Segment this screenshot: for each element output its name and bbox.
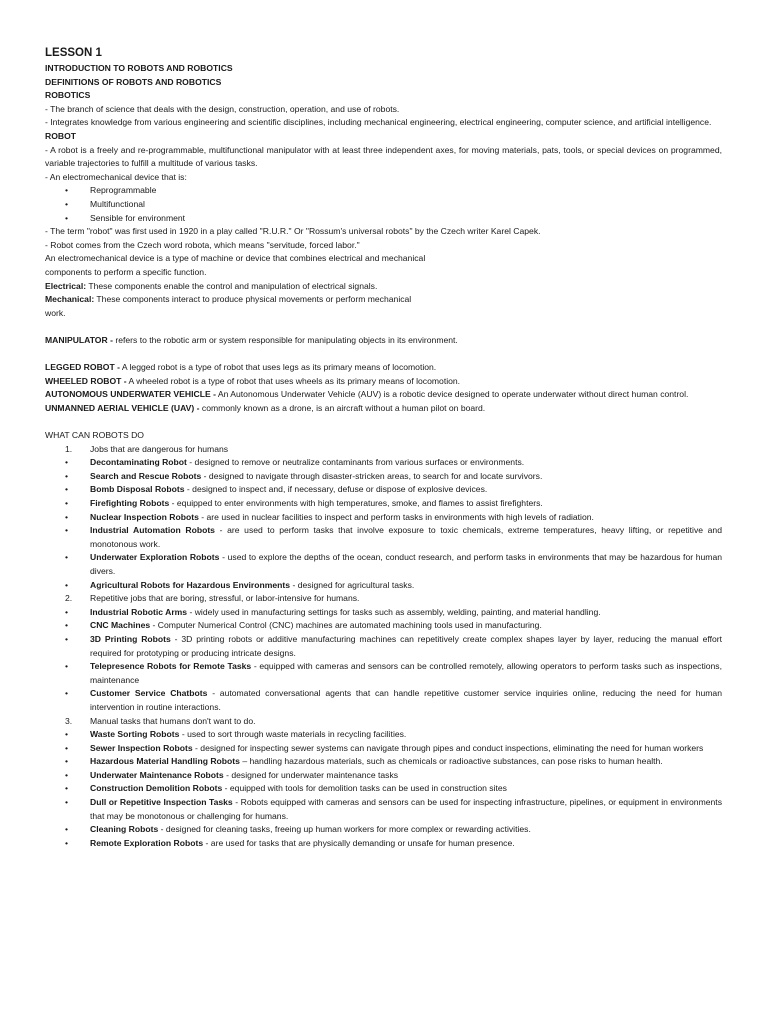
list-item: • Firefighting Robots - equipped to enter environments with high temperatures, smoke, and flames to assist firefighters. xyxy=(45,497,722,511)
mechanical-definition-cont: work. xyxy=(45,307,66,318)
robotics-line: - Integrates knowledge from various engineering and scientific disciplines, including mechanical engineering, electrical engineering, computer science, and artificial intelligence. xyxy=(45,117,712,128)
list-item: • Decontaminating Robot - designed to remove or neutralize contaminants from various surfaces or environments. xyxy=(45,456,722,470)
document-page xyxy=(45,46,722,850)
robot-types-list xyxy=(45,361,722,415)
robot-type-definition: WHEELED ROBOT - A wheeled robot is a type of robot that uses wheels as its primary means of locomotion. xyxy=(45,375,461,386)
bullet-marker: • xyxy=(65,511,69,522)
list-item: • Remote Exploration Robots - are used for tasks that are physically demanding or unsafe for human presence. xyxy=(45,837,722,851)
heading-definitions: DEFINITIONS OF ROBOTS AND ROBOTICS xyxy=(45,76,222,87)
list-item: • Dull or Repetitive Inspection Tasks - Robots equipped with cameras and sensors can be used for inspecting infrastructure, pipelines, or equipment in environments that may be monotonous or challenging for humans. xyxy=(65,797,722,821)
electrical-definition: Electrical: These components enable the control and manipulation of electrical signals. xyxy=(45,280,378,291)
robot-more-line: components to perform a specific function. xyxy=(45,266,207,277)
bullet-marker: • xyxy=(65,525,69,536)
robot-type-definition: UNMANNED AERIAL VEHICLE (UAV) - commonly known as a drone, is an aircraft without a human pilot on board. xyxy=(45,402,486,413)
bullet-marker: • xyxy=(65,769,69,780)
robot-type-definition: LEGGED ROBOT - A legged robot is a type of robot that uses legs as its primary means of locomotion. xyxy=(45,362,437,373)
list-item: • Nuclear Inspection Robots - are used in nuclear facilities to inspect and perform tasks in environments with high levels of radiation. xyxy=(45,511,722,525)
bullet-marker: • xyxy=(65,484,69,495)
robot-uses-list xyxy=(45,443,722,851)
number-marker: 1. xyxy=(65,443,73,454)
bullet-marker: • xyxy=(65,198,69,209)
bullet-marker: • xyxy=(65,742,69,753)
list-item: • Hazardous Material Handling Robots – handling hazardous materials, such as chemicals or radioactive substances, can pose risks to human health. xyxy=(45,755,722,769)
number-marker: 2. xyxy=(65,593,73,604)
robot-type-definition: AUTONOMOUS UNDERWATER VEHICLE - An Autonomous Underwater Vehicle (AUV) is a robotic device designed to operate underwater without direct human control. xyxy=(45,389,689,400)
numbered-item: 2. Repetitive jobs that are boring, stressful, or labor-intensive for humans. xyxy=(45,592,722,606)
list-item: • Bomb Disposal Robots - designed to inspect and, if necessary, defuse or dispose of explosive devices. xyxy=(45,483,722,497)
list-item: • Agricultural Robots for Hazardous Environments - designed for agricultural tasks. xyxy=(45,579,722,593)
list-item: • Underwater Exploration Robots - used to explore the depths of the ocean, conduct research, and perform tasks in environments that may be hazardous for human divers. xyxy=(65,552,723,576)
robot-more-line: - The term "robot" was first used in 1920 in a play called "R.U.R." Or "Rossum's universal robots" by the Czech writer Karel Capek. xyxy=(45,226,541,237)
list-item: • Industrial Robotic Arms - widely used in manufacturing settings for tasks such as assembly, welding, painting, and material handling. xyxy=(45,606,722,620)
list-item: • Industrial Automation Robots - are used to perform tasks that involve exposure to toxic chemicals, extreme temperatures, heavy lifting, or repetitive and monotonous work. xyxy=(65,525,722,549)
bullet-marker: • xyxy=(65,579,69,590)
bullet-marker: • xyxy=(65,185,69,196)
bullet-marker: • xyxy=(65,457,69,468)
list-item: • CNC Machines - Computer Numerical Control (CNC) machines are automated machining tools used in manufacturing. xyxy=(45,619,722,633)
list-item: • Underwater Maintenance Robots - designed for underwater maintenance tasks xyxy=(45,769,722,783)
bullet-marker: • xyxy=(65,824,69,835)
list-item: • Search and Rescue Robots - designed to navigate through disaster-stricken areas, to search for and locate survivors. xyxy=(45,470,722,484)
robot-line: - An electromechanical device that is: xyxy=(45,171,187,182)
bullet-marker: • xyxy=(65,606,69,617)
robot-bullet: • Reprogrammable xyxy=(45,184,722,198)
manipulator-definition: MANIPULATOR - refers to the robotic arm or system responsible for manipulating objects in its environment. xyxy=(45,334,458,345)
bullet-marker: • xyxy=(65,498,69,508)
robot-bullet: • Sensible for environment xyxy=(45,212,722,226)
list-item: • Construction Demolition Robots - equipped with tools for demolition tasks can be used in construction sites xyxy=(45,782,722,796)
mechanical-definition: Mechanical: These components interact to produce physical movements or perform mechanical xyxy=(45,294,412,305)
list-item: • Sewer Inspection Robots - designed for inspecting sewer systems can navigate through pipes and conduct inspections, eliminating the need for human workers xyxy=(45,742,722,756)
bullet-marker: • xyxy=(65,633,69,644)
lesson-title: LESSON 1 xyxy=(45,47,102,59)
bullet-marker: • xyxy=(65,688,69,699)
bullet-marker: • xyxy=(65,470,69,481)
robot-line: - A robot is a freely and re-programmable, multifunctional manipulator with at least three independent axes, for moving materials, pats, tools, or special devices on programmed, variable trajectories to fulfill a multitude of various tasks. xyxy=(45,144,722,169)
bullet-marker: • xyxy=(65,756,69,767)
what-can-robots-do-heading: WHAT CAN ROBOTS DO xyxy=(45,430,144,441)
bullet-marker: • xyxy=(65,729,69,740)
bullet-marker: • xyxy=(65,783,69,794)
bullet-marker: • xyxy=(65,212,69,223)
bullet-marker: • xyxy=(65,797,69,808)
bullet-marker: • xyxy=(65,552,69,563)
list-item: • Waste Sorting Robots - used to sort through waste materials in recycling facilities. xyxy=(45,728,722,742)
list-item: • Telepresence Robots for Remote Tasks - equipped with cameras and sensors can be controlled remotely, allowing operators to perform tasks such as inspections, maintenance xyxy=(65,661,722,685)
robot-bullet: • Multifunctional xyxy=(45,198,722,212)
bullet-marker: • xyxy=(65,620,69,631)
bullet-marker: • xyxy=(65,837,69,848)
robotics-line: - The branch of science that deals with the design, construction, operation, and use of robots. xyxy=(45,103,400,114)
heading-intro: INTRODUCTION TO ROBOTS AND ROBOTICS xyxy=(45,63,233,73)
list-item: • 3D Printing Robots - 3D printing robots or additive manufacturing machines can repetitively create complex shapes layer by layer, reducing the manual effort required for prototyping or producing intricate designs. xyxy=(65,633,722,658)
list-item: • Cleaning Robots - designed for cleaning tasks, freeing up human workers for more complex or rewarding activities. xyxy=(45,823,722,837)
numbered-item: 3. Manual tasks that humans don't want to do. xyxy=(45,715,722,729)
heading-robot: ROBOT xyxy=(45,130,77,141)
robot-more-line: An electromechanical device is a type of machine or device that combines electrical and mechanical xyxy=(45,253,426,264)
heading-robotics: ROBOTICS xyxy=(45,90,91,101)
list-item: • Customer Service Chatbots - automated conversational agents that can handle repetitive customer service inquiries online, reducing the need for human intervention in routine interactions. xyxy=(65,688,722,712)
numbered-item: 1. Jobs that are dangerous for humans xyxy=(45,443,722,457)
bullet-marker: • xyxy=(65,661,69,672)
number-marker: 3. xyxy=(65,715,73,726)
robot-more-line: - Robot comes from the Czech word robota, which means "servitude, forced labor." xyxy=(45,239,360,250)
